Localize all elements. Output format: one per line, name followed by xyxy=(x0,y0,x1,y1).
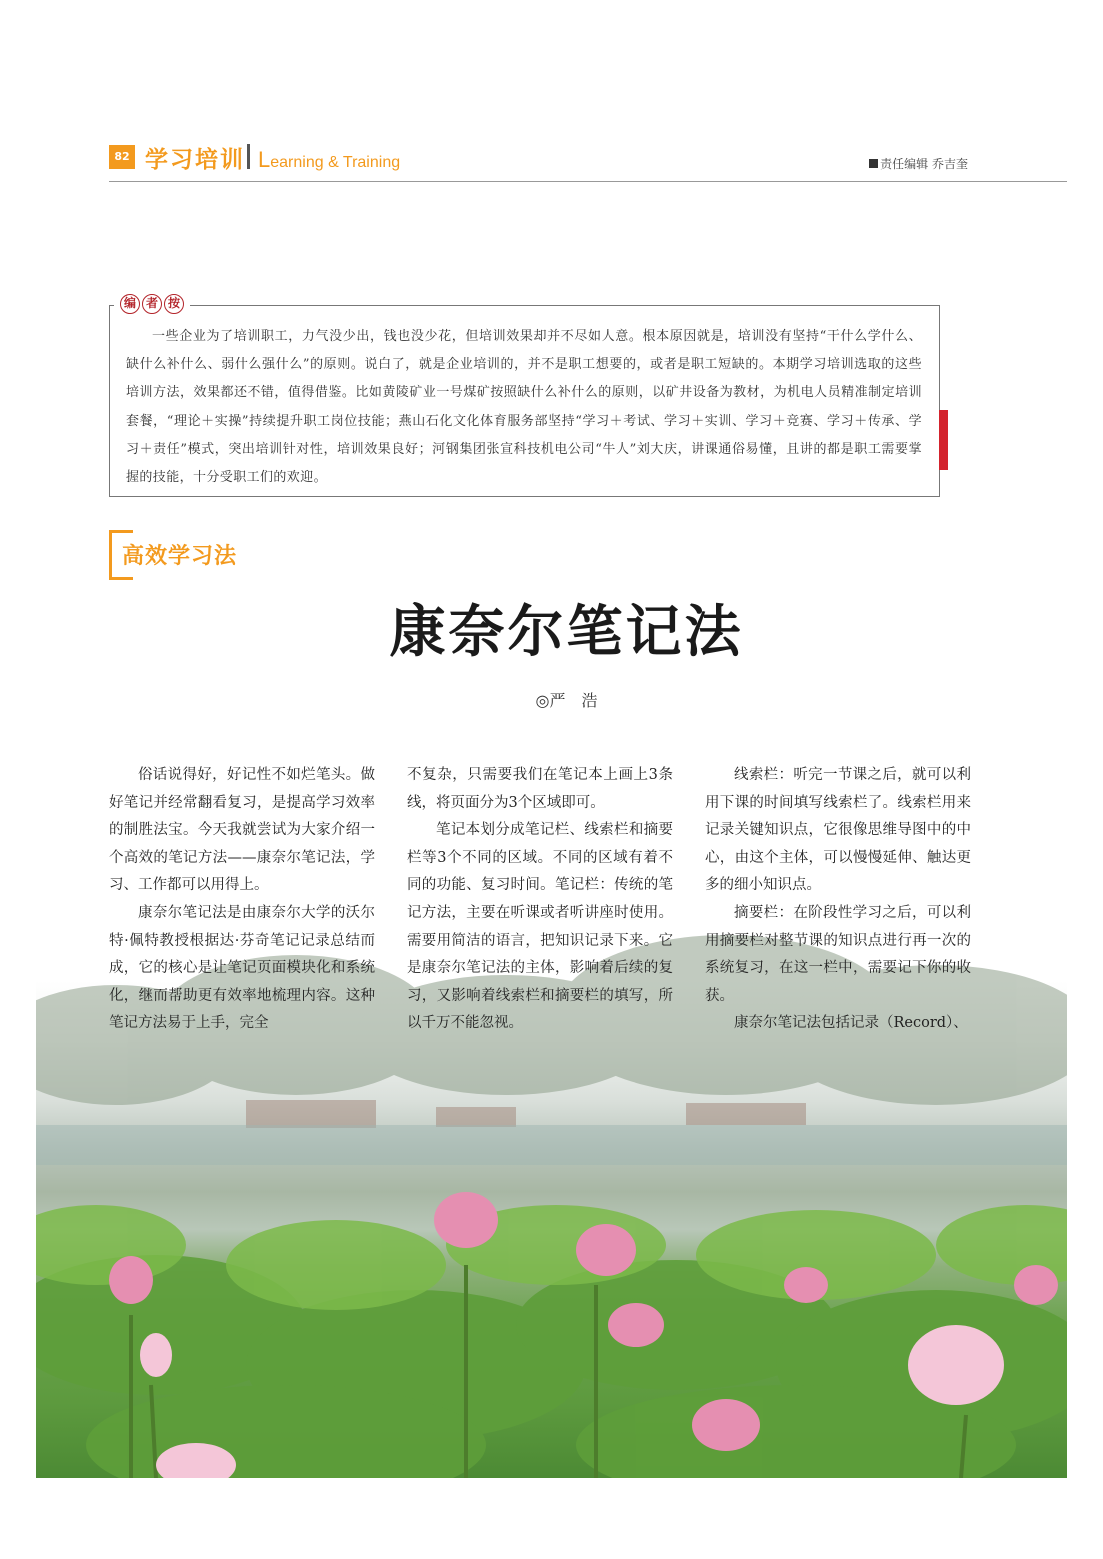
page-number: 82 xyxy=(109,145,135,169)
paragraph: 线索栏：听完一节课之后，就可以利用下课的时间填写线索栏了。线索栏用来记录关键知识点，它很像思维导图中的中心，由这个主体，可以慢慢延伸、触达更多的细小知识点。 xyxy=(705,767,971,894)
section-english-initial: L xyxy=(258,147,271,172)
paragraph: 不复杂，只需要我们在笔记本上画上3条线，将页面分为3个区域即可。 xyxy=(407,767,673,811)
square-bullet-icon xyxy=(869,159,878,168)
section-title: 学习培训 xyxy=(145,147,245,173)
header-rule xyxy=(109,181,1067,182)
header-divider xyxy=(247,144,250,169)
note-label-char: 按 xyxy=(164,294,184,314)
editor-note-text: 一些企业为了培训职工，力气没少出，钱也没少花，但培训效果却并不尽如人意。根本原因就是，培训没有坚持“干什么学什么、缺什么补什么、弱什么强什么”的原则。说白了，就是企业培训的，并不是职工想要的，或者是职工短缺的。本期学习培训选取的这些培训方法，效果都还不错，值得借鉴。比如黄陵矿业一号煤矿按照缺什么补什么的原则，以矿井设备为教材，为机电人员精准制定培训套餐，“理论＋实操”持续提升职工岗位技能；燕山石化文化体育服务部坚持“学习＋考试、学习＋实训、学习＋竞赛、学习＋传承、学习＋责任”模式，突出培训针对性，培训效果良好；河钢集团张宣科技机电公司“牛人”刘大庆，讲课通俗易懂，且讲的都是职工需要掌握的技能，十分受职工们的欢迎。 xyxy=(126,329,922,486)
paragraph: 康奈尔笔记法是由康奈尔大学的沃尔特·佩特教授根据达·芬奇笔记记录总结而成，它的核心是让笔记页面模块化和系统化，继而帮助更有效率地梳理内容。这种笔记方法易于上手，完全 xyxy=(109,904,375,1032)
editor-note-label xyxy=(114,294,190,314)
article-column-2 xyxy=(407,762,673,1038)
paragraph: 摘要栏：在阶段性学习之后，可以利用摘要栏对整节课的知识点进行再一次的系统复习，在这一栏中，需要记下你的收获。 xyxy=(705,904,971,1004)
article-author: ◎严 浩 xyxy=(535,691,598,710)
section-english-title xyxy=(258,147,400,173)
red-accent-bar xyxy=(939,410,948,470)
article-column-1 xyxy=(109,762,375,1038)
paragraph: 笔记本划分成笔记栏、线索栏和摘要栏等3个不同的区域。不同的区域有着不同的功能、复习时间。笔记栏：传统的笔记方法，主要在听课或者听讲座时使用。需要用简洁的语言，把知识记录下来。它是康奈尔笔记法的主体，影响着后续的复习，又影响着线索栏和摘要栏的填写，所以千万不能忽视。 xyxy=(407,822,673,1032)
article-column-3 xyxy=(705,762,971,1038)
editor-credit-text: 责任编辑 乔吉奎 xyxy=(880,157,968,171)
paragraph: 康奈尔笔记法包括记录（Record）、 xyxy=(734,1015,968,1032)
note-label-char: 编 xyxy=(120,294,140,314)
editor-credit xyxy=(869,155,968,172)
column-title: 高效学习法 xyxy=(122,544,238,569)
section-english-rest: earning & Training xyxy=(270,154,401,171)
note-label-char: 者 xyxy=(142,294,162,314)
paragraph: 俗话说得好，好记性不如烂笔头。做好笔记并经常翻看复习，是提高学习效率的制胜法宝。今天我就尝试为大家介绍一个高效的笔记方法——康奈尔笔记法，学习、工作都可以用得上。 xyxy=(109,767,375,894)
article-title: 康奈尔笔记法 xyxy=(389,599,744,665)
